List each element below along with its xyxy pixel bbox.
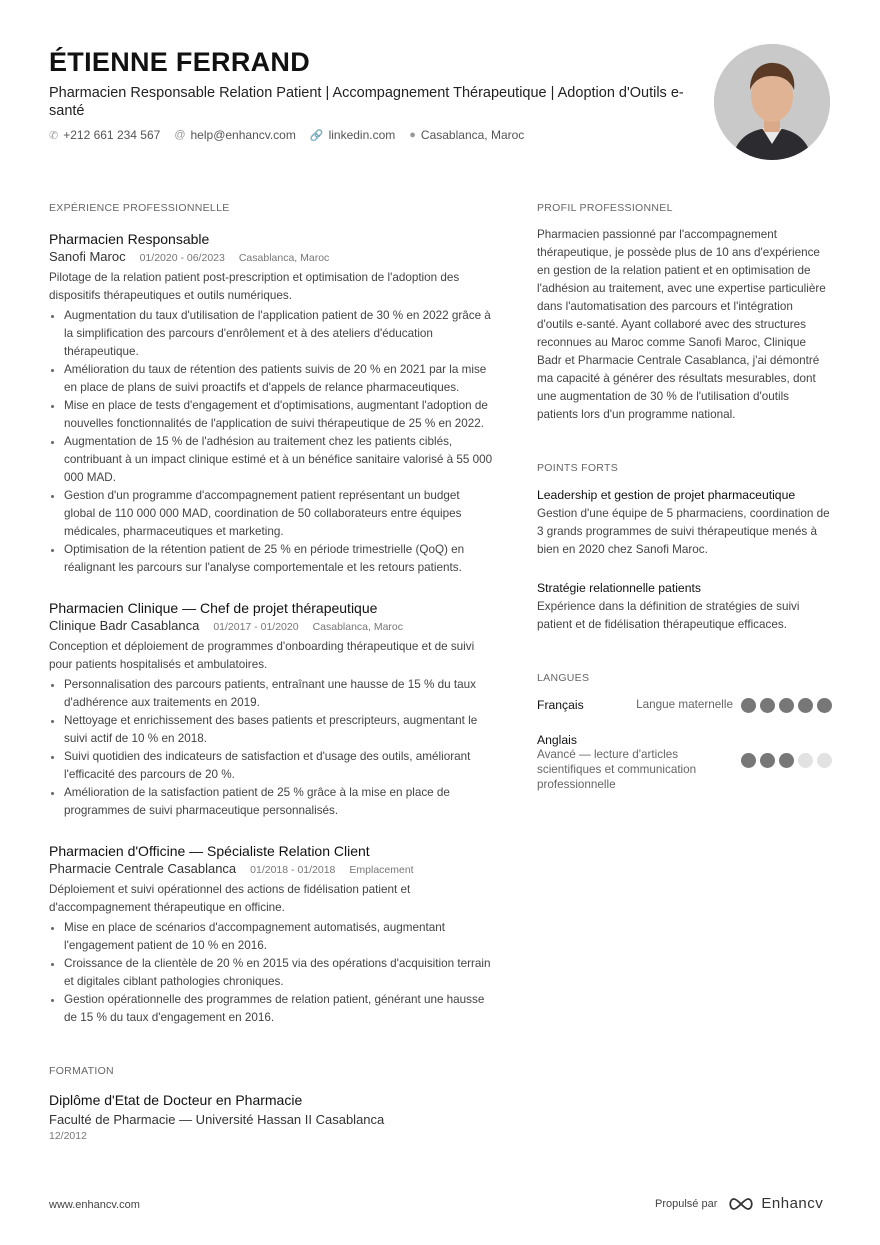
job-bullets <box>49 919 494 1027</box>
language-name: Anglais <box>537 733 577 747</box>
language-row <box>537 698 832 713</box>
job-dates: 01/2017 - 01/2020 <box>213 621 299 633</box>
education-date: 12/2012 <box>49 1130 87 1142</box>
language-name: Français <box>537 698 584 712</box>
job-bullet: • Mise en place de scénarios d'accompagnement automatisés, augmentant l'engagement patient de 10 % en 2016. <box>64 919 494 955</box>
job-bullet: • Amélioration de la satisfaction patient de 25 % grâce à la mise en place de programmes de suivi pharmaceutique personnalisés. <box>64 784 494 820</box>
language-rating <box>741 698 832 713</box>
resume-header <box>49 44 699 142</box>
job-company: Sanofi Maroc <box>49 249 126 264</box>
job-entry <box>49 599 494 820</box>
candidate-name: ÉTIENNE FERRAND <box>49 47 311 77</box>
job-bullet: • Nettoyage et enrichissement des bases patients et prescripteurs, augmentant le suivi actif de 10 % en 2018. <box>64 712 494 748</box>
contact-linkedin-text: linkedin.com <box>328 128 396 142</box>
experience-section-title: EXPÉRIENCE PROFESSIONNELLE <box>49 202 230 214</box>
strength-description: Expérience dans la définition de stratégies de suivi patient et de fidélisation thérapeutique efficaces. <box>537 600 800 631</box>
candidate-headline: Pharmacien Responsable Relation Patient | Accompagnement Thérapeutique | Adoption d'Outils e-santé <box>49 85 684 119</box>
rating-dot-filled <box>741 753 756 768</box>
job-description: Déploiement et suivi opérationnel des actions de fidélisation patient et d'accompagnement thérapeutique en officine. <box>49 883 411 914</box>
strengths-section-title: POINTS FORTS <box>537 462 618 474</box>
job-meta <box>49 617 494 636</box>
contact-linkedin[interactable] <box>310 128 395 142</box>
education-section <box>49 1065 494 1142</box>
job-bullet: • Optimisation de la rétention patient de 25 % en période trimestrielle (QoQ) en réalignant les parcours sur l'analyse comportementale et les retours patients. <box>64 541 494 577</box>
job-bullet: • Suivi quotidien des indicateurs de satisfaction et d'usage des outils, améliorant l'efficacité des parcours de 20 %. <box>64 748 494 784</box>
phone-icon: ✆ <box>49 129 59 142</box>
job-bullet: • Augmentation de 15 % de l'adhésion au traitement chez les patients ciblés, contribuant à un impact clinique estimé et à un bénéfice sanitaire valorisé à 55 000 000 MAD. <box>64 433 494 487</box>
brand-logo[interactable] <box>727 1195 823 1212</box>
contact-email[interactable] <box>174 128 296 142</box>
profile-section <box>537 202 832 424</box>
job-meta <box>49 248 494 267</box>
job-bullets <box>49 676 494 820</box>
infinity-icon <box>727 1197 755 1211</box>
job-title: Pharmacien Clinique — Chef de projet thérapeutique <box>49 600 378 616</box>
job-description: Conception et déploiement de programmes d'onboarding thérapeutique et de suivi pour patients hospitalisés et ambulatoires. <box>49 640 475 671</box>
link-icon: 🔗 <box>309 129 324 142</box>
contact-location <box>409 128 524 142</box>
rating-dot-filled <box>817 698 832 713</box>
contact-email-text: help@enhancv.com <box>190 128 296 142</box>
rating-dot-filled <box>779 698 794 713</box>
job-dates: 01/2018 - 01/2018 <box>250 864 336 876</box>
powered-by-label: Propulsé par <box>655 1197 718 1210</box>
footer-website[interactable]: www.enhancv.com <box>49 1199 140 1211</box>
contact-phone-text: +212 661 234 567 <box>63 128 161 142</box>
avatar-icon <box>714 44 830 160</box>
location-pin-icon: ● <box>409 129 416 141</box>
left-column <box>49 202 494 1142</box>
education-section-title: FORMATION <box>49 1065 114 1077</box>
job-meta <box>49 860 494 879</box>
education-school: Faculté de Pharmacie — Université Hassan II Casablanca <box>49 1112 385 1127</box>
job-entry <box>49 230 494 577</box>
languages-section <box>537 672 832 792</box>
job-bullet: • Gestion opérationnelle des programmes de relation patient, générant une hausse de 15 % du taux d'engagement en 2016. <box>64 991 494 1027</box>
rating-dot-filled <box>798 698 813 713</box>
job-location: Casablanca, Maroc <box>238 252 330 264</box>
job-company: Clinique Badr Casablanca <box>49 618 200 633</box>
rating-dot-filled <box>741 698 756 713</box>
language-level: Langue maternelle <box>636 698 733 711</box>
strength-title: Leadership et gestion de projet pharmaceutique <box>537 488 796 502</box>
strengths-section <box>537 462 832 634</box>
job-bullet: • Croissance de la clientèle de 20 % en 2015 via des opérations d'acquisition terrain et digitales ciblant pathologies chroniques. <box>64 955 494 991</box>
job-location: Casablanca, Maroc <box>312 621 404 633</box>
profile-photo <box>714 44 830 160</box>
strength-description: Gestion d'une équipe de 5 pharmaciens, coordination de 3 grands programmes de suivi thérapeutique menés à bien en 2020 chez Sanofi Maroc. <box>537 507 830 556</box>
job-bullet: • Augmentation du taux d'utilisation de l'application patient de 30 % en 2022 grâce à la simplification des parcours d'enrôlement et à des ateliers d'éducation thérapeutique. <box>64 307 494 361</box>
footer-branding <box>655 1195 823 1212</box>
language-level: Avancé — lecture d'articles scientifiques et communication professionnelle <box>537 748 697 791</box>
job-company: Pharmacie Centrale Casablanca <box>49 861 237 876</box>
job-bullet: • Mise en place de tests d'engagement et d'optimisations, augmentant l'adoption de nouvelles fonctionnalités de l'application de suivi thérapeutique de 25 % en 2022. <box>64 397 494 433</box>
job-bullet: • Personnalisation des parcours patients, entraînant une hausse de 15 % du taux d'adhérence aux traitements en 2019. <box>64 676 494 712</box>
job-bullet: • Amélioration du taux de rétention des patients suivis de 20 % en 2021 par la mise en place de plans de suivi proactifs et d'appels de relance pharmaceutiques. <box>64 361 494 397</box>
job-description: Pilotage de la relation patient post-prescription et optimisation de l'adoption des dispositifs thérapeutiques et outils numériques. <box>49 271 460 302</box>
language-rating <box>741 753 832 768</box>
education-degree: Diplôme d'Etat de Docteur en Pharmacie <box>49 1092 303 1108</box>
languages-section-title: LANGUES <box>537 672 590 684</box>
language-row <box>537 733 832 792</box>
contact-location-text: Casablanca, Maroc <box>420 128 525 142</box>
contact-phone[interactable] <box>49 128 160 142</box>
rating-dot-filled <box>760 753 775 768</box>
contact-bar <box>49 128 699 142</box>
rating-dot-empty <box>798 753 813 768</box>
job-entry <box>49 842 494 1027</box>
rating-dot-filled <box>760 698 775 713</box>
job-title: Pharmacien Responsable <box>49 231 210 247</box>
brand-name: Enhancv <box>761 1195 824 1212</box>
strength-title: Stratégie relationnelle patients <box>537 581 701 595</box>
at-icon: @ <box>174 129 186 141</box>
rating-dot-filled <box>779 753 794 768</box>
job-title: Pharmacien d'Officine — Spécialiste Relation Client <box>49 843 370 859</box>
job-bullet: • Gestion d'un programme d'accompagnement patient représentant un budget global de 110 000 000 MAD, coordination de 50 collaborateurs entre équipes médicales, pharmaceutiques et marketing. <box>64 487 494 541</box>
right-column <box>537 202 832 792</box>
rating-dot-empty <box>817 753 832 768</box>
job-dates: 01/2020 - 06/2023 <box>139 252 225 264</box>
job-location: Emplacement <box>349 864 414 876</box>
profile-section-title: PROFIL PROFESSIONNEL <box>537 202 673 214</box>
job-bullets <box>49 307 494 577</box>
profile-summary: Pharmacien passionné par l'accompagnement thérapeutique, je possède plus de 10 ans d'expérience en gestion de la relation patient et en optimisation de l'adhésion au traitement, avec une expertise particulière dans l'automatisation des parcours et l'intégration d'outils e-santé. Ayant collaboré avec des structures reconnues au Maroc comme Sanofi Maroc, Clinique Badr et Pharmacie Centrale Casablanca, j'ai démontré ma capacité à générer des résultats mesurables, dont une augmentation de 30 % de l'utilisation d'outils patients lors d'un programme national. <box>537 228 826 421</box>
